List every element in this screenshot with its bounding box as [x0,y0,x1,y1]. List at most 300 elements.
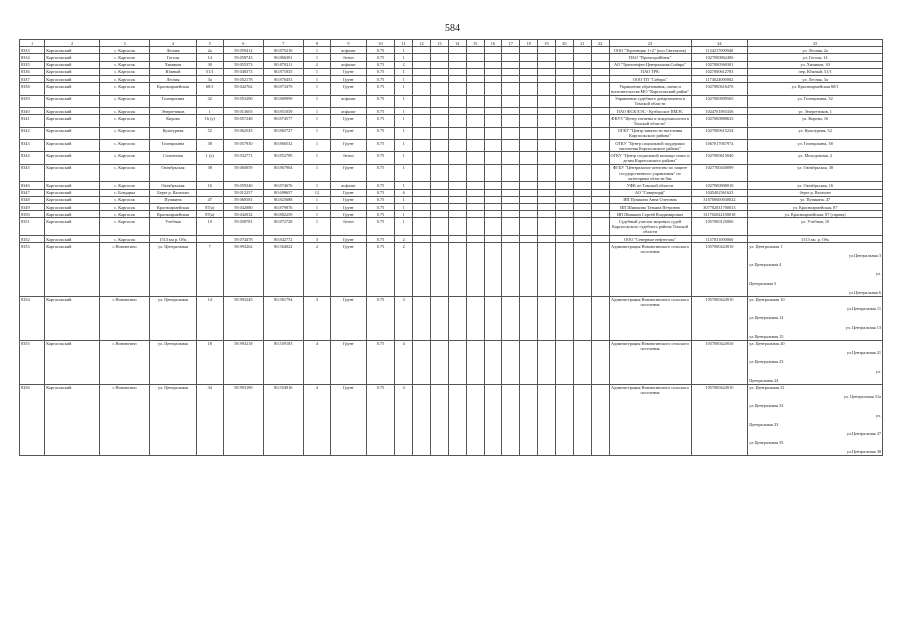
locality-cell: с. Каргасок [99,61,149,68]
street-cell: Южный [150,68,196,75]
registry-table [19,39,883,456]
row-id: 8333 [20,47,45,54]
house-cell: 1 (у) [196,152,223,164]
empty-cell [573,204,591,211]
longitude-cell: 80.851039 [263,108,303,115]
container-count-cell: 1 [303,152,330,164]
empty-cell [591,140,609,152]
house-cell: 87(а) [196,211,223,218]
empty-cell [538,384,556,456]
empty-cell [555,236,573,243]
ogrn-cell: 1027000888633 [691,115,748,127]
latitude-cell: 59.057930 [223,140,263,152]
house-cell [196,189,223,196]
house-cell: 87(а) [196,204,223,211]
empty-cell [484,61,502,68]
area-cell: 0.75 [366,340,394,384]
empty-cell [413,108,431,115]
empty-cell [430,140,448,152]
empty-cell [448,340,466,384]
empty-cell [413,296,431,340]
table-row [20,384,883,456]
district-cell: Каргасокский [45,236,100,243]
address-line: ул. Центральная 20 [749,341,785,347]
empty-cell [448,83,466,95]
latitude-cell: 59.048373 [223,68,263,75]
locality-cell: с. Каргасок [99,127,149,139]
address-line: берег р. Васюган [799,190,831,196]
surface-cell: асфальт [331,95,367,107]
empty-cell [502,218,520,236]
empty-cell [555,54,573,61]
street-cell: Кирова [150,115,196,127]
table-row [20,76,883,83]
bin-count-cell: 1 [395,47,413,54]
empty-cell [555,115,573,127]
row-id: 8355 [20,340,45,384]
empty-cell [538,95,556,107]
empty-cell [555,68,573,75]
empty-cell [484,140,502,152]
empty-cell [448,54,466,61]
empty-cell [430,340,448,384]
empty-cell [448,243,466,296]
empty-cell [413,95,431,107]
bin-count-cell: 2 [395,61,413,68]
empty-cell [520,236,538,243]
empty-cell [591,218,609,236]
address-line: ул. Красноармейская, 87 (справа) [784,211,846,217]
empty-cell [448,108,466,115]
empty-cell [538,152,556,164]
row-id: 8338 [20,83,45,95]
empty-cell [484,296,502,340]
surface-cell: Грунт [331,384,367,456]
bin-count-cell: 2 [395,243,413,296]
empty-cell [520,296,538,340]
empty-cell [520,108,538,115]
table-row [20,196,883,203]
table-row [20,182,883,189]
area-cell: 0.75 [366,196,394,203]
area-cell: 0.75 [366,189,394,196]
house-cell: 38 [196,164,223,182]
longitude-cell: 80.871835 [263,68,303,75]
empty-cell [484,83,502,95]
empty-cell [466,47,484,54]
empty-cell [538,61,556,68]
row-id: 8344 [20,152,45,164]
empty-cell [448,204,466,211]
empty-cell [466,196,484,203]
area-cell: 0.75 [366,61,394,68]
address-cell [748,204,883,211]
locality-cell: с. Каргасок [99,164,149,182]
latitude-cell: 59.042080 [223,204,263,211]
empty-cell [555,108,573,115]
owner-cell: ФГБУ "Центральное агенство по защите государственного управления" по категориям области 9ак [609,164,691,182]
empty-cell [555,340,573,384]
empty-cell [591,68,609,75]
empty-cell [573,115,591,127]
empty-cell [413,61,431,68]
ogrn-cell: 307702031700013 [691,204,748,211]
bin-count-cell: 1 [395,152,413,164]
street-cell: Гоголя [150,54,196,61]
empty-cell [413,140,431,152]
empty-cell [448,127,466,139]
street-cell: Голещихина [150,140,196,152]
empty-cell [573,61,591,68]
owner-cell: ПАО "Промстройбанк" [609,54,691,61]
owner-cell: Администрация Новоюгинского сельского поселения [609,243,691,296]
longitude-cell: 80.866301 [263,54,303,61]
ogrn-cell: 1027000560301 [691,61,748,68]
empty-cell [520,243,538,296]
empty-cell [448,152,466,164]
row-id: 8347 [20,189,45,196]
owner-cell: ООО "Северные нефтегазы" [609,236,691,243]
district-cell: Каргасокский [45,296,100,340]
column-header: 18 [520,40,538,47]
empty-cell [520,211,538,218]
surface-cell: Грунт [331,243,367,296]
bin-count-cell: 1 [395,68,413,75]
area-cell: 0.75 [366,211,394,218]
bin-count-cell: 1 [395,115,413,127]
latitude-cell: 59.060581 [223,196,263,203]
longitude-cell: 80.882259 [263,211,303,218]
container-count-cell: 1 [303,182,330,189]
table-row [20,61,883,68]
street-cell: ул. Центральная [150,243,196,296]
address-line: ул. Кирова, 16 [802,115,829,121]
empty-cell [520,164,538,182]
empty-cell [430,76,448,83]
area-cell: 0.75 [366,182,394,189]
area-cell: 0.75 [366,204,394,211]
owner-cell: ООО ТП "Сибирь" [609,76,691,83]
empty-cell [520,47,538,54]
empty-cell [538,115,556,127]
empty-cell [502,95,520,107]
empty-cell [573,127,591,139]
empty-cell [466,140,484,152]
longitude-cell: 80.874577 [263,115,303,127]
surface-cell: Грунт [331,211,367,218]
district-cell: Каргасокский [45,47,100,54]
surface-cell: бетон [331,152,367,164]
empty-cell [573,196,591,203]
address-cell [748,127,883,139]
address-line: ул.Центральная 12 [749,315,784,321]
empty-cell [520,115,538,127]
empty-cell [466,83,484,95]
latitude-cell: 58.993245 [223,296,263,340]
empty-cell [413,211,431,218]
owner-cell: Управление судебного департамента в Томской области [609,95,691,107]
row-id: 8346 [20,182,45,189]
longitude-cell: 80.842772 [263,236,303,243]
empty-cell [591,189,609,196]
empty-cell [555,140,573,152]
empty-cell [538,76,556,83]
empty-cell [484,127,502,139]
empty-cell [448,218,466,236]
ogrn-cell: 1057000424910 [691,340,748,384]
street-cell: ул. Центральная [150,296,196,340]
address-line: ул.Центральная 4 [749,262,782,268]
empty-cell [502,189,520,196]
header-row [20,40,883,47]
bin-count-cell: 1 [395,211,413,218]
ogrn-cell: 1045402561623 [691,189,748,196]
empty-cell [484,204,502,211]
container-count-cell: 3 [303,236,330,243]
bin-count-cell: 1 [395,204,413,211]
empty-cell [466,54,484,61]
empty-cell [555,218,573,236]
empty-cell [466,236,484,243]
owner-cell: Администрация Новоюгинского сельского поселения [609,296,691,340]
latitude-cell: 59.042032 [223,211,263,218]
empty-cell [430,204,448,211]
district-cell: Каргасокский [45,164,100,182]
locality-cell: с. Каргасок [99,115,149,127]
empty-cell [502,211,520,218]
column-header: 6 [223,40,263,47]
ogrn-cell: 1157031000060 [691,236,748,243]
address-line: Центральная 5 [749,280,777,286]
street-cell: Октябрьская [150,182,196,189]
owner-cell: ПАО ФСК ЕЭС - Кузбасское ПМЭС [609,108,691,115]
empty-cell [502,140,520,152]
owner-cell: ИП Шишкина Татьяна Петровна [609,204,691,211]
empty-cell [466,164,484,182]
house-cell: 68/1 [196,83,223,95]
locality-cell: с. Каргасок [99,196,149,203]
empty-cell [520,61,538,68]
row-id: 8348 [20,196,45,203]
empty-cell [555,189,573,196]
table-row [20,204,883,211]
empty-cell [573,54,591,61]
latitude-cell: 59.013603 [223,108,263,115]
empty-cell [466,152,484,164]
ogrn-cell: 1027700430899 [691,164,748,182]
row-id: 8350 [20,211,45,218]
table-row [20,164,883,182]
empty-cell [502,296,520,340]
longitude-cell: 80.865727 [263,127,303,139]
bin-count-cell: 6 [395,189,413,196]
latitude-cell: 59.053280 [223,95,263,107]
address-line: Центральная 33 [749,421,779,427]
empty-cell [555,61,573,68]
empty-cell [484,236,502,243]
empty-cell [430,61,448,68]
empty-cell [413,152,431,164]
empty-cell [591,61,609,68]
address-line: ул. Химиков, 30 [800,62,830,68]
locality-cell: с. Каргасок [99,76,149,83]
empty-cell [555,164,573,182]
house-cell: 1 [196,108,223,115]
owner-cell: ИП Шишкин Сергей Владимирович [609,211,691,218]
empty-cell [591,76,609,83]
empty-cell [430,296,448,340]
address-cell [748,218,883,236]
owner-cell: ОГКУ "Центр социальной поддержки населения Каргасокского района" [609,140,691,152]
house-cell: 14 [196,296,223,340]
empty-cell [430,189,448,196]
ogrn-cell: 1027000615234 [691,127,748,139]
street-cell: Энергетиков [150,108,196,115]
street-cell: ул. Центральная [150,340,196,384]
empty-cell [430,196,448,203]
empty-cell [448,95,466,107]
empty-cell [430,68,448,75]
empty-cell [430,218,448,236]
column-header: 3 [99,40,149,47]
empty-cell [430,108,448,115]
empty-cell [502,127,520,139]
column-header: 19 [538,40,556,47]
bin-count-cell: 4 [395,340,413,384]
empty-cell [555,182,573,189]
empty-cell [430,95,448,107]
empty-cell [520,152,538,164]
empty-cell [538,211,556,218]
empty-cell [448,140,466,152]
longitude-cell: 80.561794 [263,296,303,340]
address-cell [748,54,883,61]
empty-cell [538,47,556,54]
table-row [20,95,883,107]
container-count-cell: 1 [303,115,330,127]
surface-cell: Грунт [331,164,367,182]
empty-cell [413,76,431,83]
surface-cell: Грунт [331,204,367,211]
address-line: ул.Центральная 6 [848,289,881,295]
ogrn-cell: 1027000612783 [691,68,748,75]
column-header: 20 [555,40,573,47]
empty-cell [502,384,520,456]
empty-cell [466,127,484,139]
empty-cell [484,54,502,61]
address-cell [748,196,883,203]
house-cell: 10 [196,218,223,236]
empty-cell [430,243,448,296]
street-cell: Лесная [150,76,196,83]
column-header: 22 [591,40,609,47]
bin-count-cell: 1 [395,83,413,95]
address-line: ул. Молодежная, 2 [798,152,833,158]
empty-cell [538,164,556,182]
longitude-cell: 80.823688 [263,196,303,203]
address-line: ул. [875,412,881,418]
empty-cell [520,384,538,456]
latitude-cell: 59.059412 [223,47,263,54]
empty-cell [466,182,484,189]
empty-cell [413,218,431,236]
bin-count-cell: 1 [395,54,413,61]
street-cell: Октябрьская [150,164,196,182]
empty-cell [413,47,431,54]
empty-cell [502,204,520,211]
district-cell: Каргасокский [45,95,100,107]
bin-count-cell: 1 [395,76,413,83]
empty-cell [448,211,466,218]
empty-cell [573,152,591,164]
ogrn-cell: 1067017067974 [691,140,748,152]
empty-cell [448,164,466,182]
empty-cell [591,243,609,296]
owner-cell: Управление образования, опеки и попечительства МО "Каргасокский район" [610,83,690,94]
empty-cell [413,182,431,189]
empty-cell [466,204,484,211]
empty-cell [573,296,591,340]
empty-cell [466,108,484,115]
empty-cell [448,61,466,68]
address-line: ул. Центральная 31а [843,394,881,400]
street-cell: Красноармейская [150,83,196,95]
empty-cell [520,204,538,211]
area-cell: 0.75 [366,243,394,296]
container-count-cell: 12 [303,189,330,196]
container-count-cell: 1 [303,211,330,218]
empty-cell [448,182,466,189]
empty-cell [448,68,466,75]
address-line: ул. [875,271,881,277]
locality-cell: с. Каргасок [99,68,149,75]
district-cell: Каргасокский [45,243,100,296]
empty-cell [591,54,609,61]
district-cell: Каргасокский [45,108,100,115]
empty-cell [538,236,556,243]
empty-cell [466,296,484,340]
column-header: 10 [366,40,394,47]
empty-cell [484,189,502,196]
empty-cell [538,296,556,340]
empty-cell [555,384,573,456]
empty-cell [520,95,538,107]
page-number: 584 [445,23,460,34]
latitude-cell: 58.993189 [223,384,263,456]
owner-cell: УФК по Томской области [609,182,691,189]
empty-cell [484,384,502,456]
address-line: ул. Пушкина, 47 [800,197,831,203]
row-id: 8337 [20,76,45,83]
row-id: 8354 [20,296,45,340]
empty-cell [484,68,502,75]
address-cell [748,182,883,189]
surface-cell: асфальт [331,61,367,68]
empty-cell [448,236,466,243]
area-cell: 0.75 [366,76,394,83]
column-header: 8 [303,40,330,47]
locality-cell: с. Каргасок [99,204,149,211]
row-id: 8351 [20,218,45,236]
container-count-cell: 2 [303,61,330,68]
locality-cell: с. Каргасок [99,108,149,115]
address-line: ул. Учебная, 10 [801,218,830,224]
empty-cell [484,182,502,189]
empty-cell [591,211,609,218]
address-line: ул. Голещихина, 38 [797,140,833,146]
longitude-cell: 80.852789 [263,152,303,164]
street-cell: Красноармейская [150,211,196,218]
